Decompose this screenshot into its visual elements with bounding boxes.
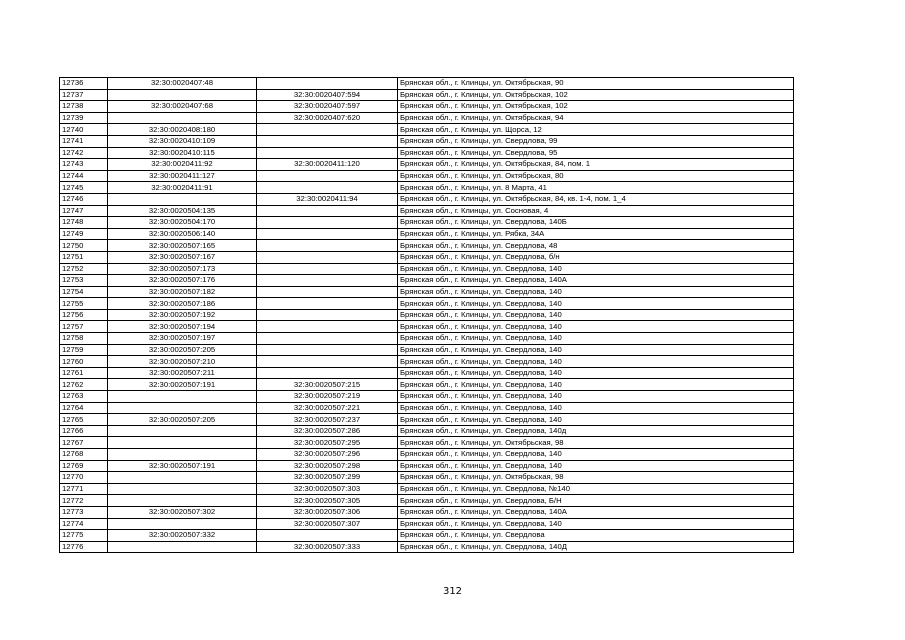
- row-number-cell: 12769: [60, 460, 108, 472]
- cadastral-number-cell: [108, 112, 257, 124]
- related-cadastral-number-cell: 32:30:0020507:298: [257, 460, 398, 472]
- address-cell: Брянская обл., г. Клинцы, ул. Свердлова, 140: [398, 379, 794, 391]
- related-cadastral-number-cell: [257, 182, 398, 194]
- table-row: [60, 240, 794, 252]
- table-row: [60, 170, 794, 182]
- row-number-cell: 12764: [60, 402, 108, 414]
- row-number-cell: 12774: [60, 518, 108, 530]
- table-row: [60, 518, 794, 530]
- table-row: [60, 460, 794, 472]
- related-cadastral-number-cell: 32:30:0020507:307: [257, 518, 398, 530]
- address-cell: Брянская обл., г. Клинцы, ул. Свердлова, Б/Н: [398, 495, 794, 507]
- related-cadastral-number-cell: [257, 170, 398, 182]
- address-cell: Брянская обл., г. Клинцы, ул. Свердлова, 140: [398, 414, 794, 426]
- cadastral-number-cell: 32:30:0020504:170: [108, 217, 257, 229]
- row-number-cell: 12760: [60, 356, 108, 368]
- table-row: [60, 425, 794, 437]
- table-row: [60, 78, 794, 90]
- row-number-cell: 12756: [60, 309, 108, 321]
- table-row: [60, 251, 794, 263]
- related-cadastral-number-cell: [257, 298, 398, 310]
- cadastral-number-cell: 32:30:0020507:302: [108, 506, 257, 518]
- row-number-cell: 12744: [60, 170, 108, 182]
- related-cadastral-number-cell: [257, 240, 398, 252]
- address-cell: Брянская обл., г. Клинцы, ул. Октябрьская, 80: [398, 170, 794, 182]
- related-cadastral-number-cell: 32:30:0020507:299: [257, 472, 398, 484]
- table-row: [60, 135, 794, 147]
- related-cadastral-number-cell: 32:30:0020507:296: [257, 449, 398, 461]
- address-cell: Брянская обл., г. Клинцы, ул. Октябрьская, 102: [398, 89, 794, 101]
- cadastral-number-cell: 32:30:0020410:115: [108, 147, 257, 159]
- cadastral-number-cell: 32:30:0020507:210: [108, 356, 257, 368]
- address-cell: Брянская обл., г. Клинцы, ул. Свердлова, 140: [398, 402, 794, 414]
- related-cadastral-number-cell: 32:30:0020507:303: [257, 483, 398, 495]
- address-cell: Брянская обл., г. Клинцы, ул. Свердлова, 140: [398, 309, 794, 321]
- related-cadastral-number-cell: 32:30:0020411:94: [257, 193, 398, 205]
- row-number-cell: 12741: [60, 135, 108, 147]
- table-row: [60, 124, 794, 136]
- address-cell: Брянская обл., г. Клинцы, ул. Свердлова: [398, 530, 794, 542]
- table-row: [60, 147, 794, 159]
- related-cadastral-number-cell: 32:30:0020507:295: [257, 437, 398, 449]
- address-cell: Брянская обл., г. Клинцы, ул. Октябрьская, 84, кв. 1-4, пом. 1_4: [398, 193, 794, 205]
- row-number-cell: 12767: [60, 437, 108, 449]
- row-number-cell: 12751: [60, 251, 108, 263]
- row-number-cell: 12752: [60, 263, 108, 275]
- row-number-cell: 12757: [60, 321, 108, 333]
- address-cell: Брянская обл., г. Клинцы, ул. Свердлова, 140Б: [398, 217, 794, 229]
- cadastral-number-cell: 32:30:0020507:176: [108, 275, 257, 287]
- table-row: [60, 472, 794, 484]
- related-cadastral-number-cell: [257, 286, 398, 298]
- cadastral-number-cell: 32:30:0020410:109: [108, 135, 257, 147]
- address-cell: Брянская обл., г. Клинцы, ул. Свердлова, 140: [398, 321, 794, 333]
- address-cell: Брянская обл., г. Клинцы, ул. Октябрьская, 98: [398, 437, 794, 449]
- related-cadastral-number-cell: [257, 124, 398, 136]
- cadastral-number-cell: 32:30:0020504:135: [108, 205, 257, 217]
- related-cadastral-number-cell: 32:30:0020507:237: [257, 414, 398, 426]
- address-cell: Брянская обл., г. Клинцы, ул. Свердлова, 140: [398, 449, 794, 461]
- table-row: [60, 89, 794, 101]
- address-cell: Брянская обл., г. Клинцы, ул. Свердлова, 140: [398, 298, 794, 310]
- table-row: [60, 344, 794, 356]
- cadastral-number-cell: [108, 449, 257, 461]
- related-cadastral-number-cell: 32:30:0020507:305: [257, 495, 398, 507]
- row-number-cell: 12736: [60, 78, 108, 90]
- related-cadastral-number-cell: 32:30:0020507:219: [257, 391, 398, 403]
- cadastral-number-cell: [108, 89, 257, 101]
- cadastral-number-cell: 32:30:0020507:186: [108, 298, 257, 310]
- cadastral-number-cell: [108, 472, 257, 484]
- related-cadastral-number-cell: [257, 135, 398, 147]
- cadastral-number-cell: 32:30:0020507:205: [108, 414, 257, 426]
- table-row: [60, 263, 794, 275]
- address-cell: Брянская обл., г. Клинцы, ул. Свердлова, 140: [398, 263, 794, 275]
- row-number-cell: 12754: [60, 286, 108, 298]
- related-cadastral-number-cell: [257, 228, 398, 240]
- table-row: [60, 437, 794, 449]
- row-number-cell: 12746: [60, 193, 108, 205]
- table-row: [60, 159, 794, 171]
- address-cell: Брянская обл., г. Клинцы, ул. Свердлова, 140: [398, 286, 794, 298]
- address-cell: Брянская обл., г. Клинцы, ул. Свердлова, 95: [398, 147, 794, 159]
- related-cadastral-number-cell: [257, 251, 398, 263]
- related-cadastral-number-cell: [257, 367, 398, 379]
- cadastral-number-cell: [108, 437, 257, 449]
- row-number-cell: 12750: [60, 240, 108, 252]
- address-cell: Брянская обл., г. Клинцы, ул. Октябрьская, 98: [398, 472, 794, 484]
- related-cadastral-number-cell: 32:30:0020411:120: [257, 159, 398, 171]
- table-row: [60, 483, 794, 495]
- related-cadastral-number-cell: [257, 78, 398, 90]
- address-cell: Брянская обл., г. Клинцы, ул. Свердлова, 48: [398, 240, 794, 252]
- address-cell: Брянская обл., г. Клинцы, ул. Свердлова, 140: [398, 391, 794, 403]
- related-cadastral-number-cell: 32:30:0020407:594: [257, 89, 398, 101]
- related-cadastral-number-cell: 32:30:0020507:221: [257, 402, 398, 414]
- cadastral-number-cell: 32:30:0020507:332: [108, 530, 257, 542]
- row-number-cell: 12762: [60, 379, 108, 391]
- cadastral-number-cell: 32:30:0020507:173: [108, 263, 257, 275]
- row-number-cell: 12738: [60, 101, 108, 113]
- row-number-cell: 12761: [60, 367, 108, 379]
- row-number-cell: 12745: [60, 182, 108, 194]
- table-row: [60, 541, 794, 553]
- page-number: 312: [442, 586, 463, 597]
- row-number-cell: 12768: [60, 449, 108, 461]
- address-cell: Брянская обл., г. Клинцы, ул. Свердлова, 140: [398, 356, 794, 368]
- row-number-cell: 12743: [60, 159, 108, 171]
- row-number-cell: 12759: [60, 344, 108, 356]
- address-cell: Брянская обл., г. Клинцы, ул. Щорса, 12: [398, 124, 794, 136]
- address-cell: Брянская обл., г. Клинцы, ул. Октябрьская, 102: [398, 101, 794, 113]
- address-cell: Брянская обл., г. Клинцы, ул. Свердлова, 140: [398, 460, 794, 472]
- related-cadastral-number-cell: 32:30:0020407:597: [257, 101, 398, 113]
- row-number-cell: 12742: [60, 147, 108, 159]
- cadastral-number-cell: [108, 391, 257, 403]
- table-body: [60, 78, 794, 553]
- row-number-cell: 12739: [60, 112, 108, 124]
- related-cadastral-number-cell: [257, 344, 398, 356]
- row-number-cell: 12775: [60, 530, 108, 542]
- row-number-cell: 12771: [60, 483, 108, 495]
- cadastral-number-cell: [108, 402, 257, 414]
- related-cadastral-number-cell: [257, 205, 398, 217]
- related-cadastral-number-cell: [257, 275, 398, 287]
- address-cell: Брянская обл., г. Клинцы, ул. Сосновая, 4: [398, 205, 794, 217]
- cadastral-number-cell: 32:30:0020506:140: [108, 228, 257, 240]
- related-cadastral-number-cell: [257, 147, 398, 159]
- table-row: [60, 228, 794, 240]
- cadastral-number-cell: 32:30:0020507:211: [108, 367, 257, 379]
- cadastral-number-cell: 32:30:0020507:165: [108, 240, 257, 252]
- table-row: [60, 391, 794, 403]
- row-number-cell: 12747: [60, 205, 108, 217]
- cadastral-table: [59, 77, 794, 553]
- table-row: [60, 309, 794, 321]
- cadastral-number-cell: [108, 193, 257, 205]
- table-row: [60, 367, 794, 379]
- row-number-cell: 12737: [60, 89, 108, 101]
- table-row: [60, 101, 794, 113]
- cadastral-number-cell: 32:30:0020507:182: [108, 286, 257, 298]
- row-number-cell: 12763: [60, 391, 108, 403]
- address-cell: Брянская обл., г. Клинцы, ул. Свердлова, 140д: [398, 425, 794, 437]
- table-row: [60, 356, 794, 368]
- row-number-cell: 12770: [60, 472, 108, 484]
- address-cell: Брянская обл., г. Клинцы, ул. Октябрьская, 90: [398, 78, 794, 90]
- cadastral-number-cell: [108, 495, 257, 507]
- cadastral-number-cell: 32:30:0020507:194: [108, 321, 257, 333]
- row-number-cell: 12765: [60, 414, 108, 426]
- related-cadastral-number-cell: 32:30:0020507:286: [257, 425, 398, 437]
- address-cell: Брянская обл., г. Клинцы, ул. Свердлова, 140: [398, 344, 794, 356]
- row-number-cell: 12773: [60, 506, 108, 518]
- row-number-cell: 12776: [60, 541, 108, 553]
- cadastral-number-cell: 32:30:0020507:191: [108, 379, 257, 391]
- cadastral-number-cell: [108, 425, 257, 437]
- row-number-cell: 12753: [60, 275, 108, 287]
- address-cell: Брянская обл., г. Клинцы, ул. Октябрьская, 84, пом. 1: [398, 159, 794, 171]
- address-cell: Брянская обл., г. Клинцы, ул. Свердлова, 140А: [398, 275, 794, 287]
- related-cadastral-number-cell: 32:30:0020507:333: [257, 541, 398, 553]
- related-cadastral-number-cell: [257, 356, 398, 368]
- row-number-cell: 12766: [60, 425, 108, 437]
- related-cadastral-number-cell: 32:30:0020507:306: [257, 506, 398, 518]
- table-row: [60, 333, 794, 345]
- table-row: [60, 402, 794, 414]
- table-row: [60, 275, 794, 287]
- cadastral-number-cell: 32:30:0020408:180: [108, 124, 257, 136]
- cadastral-number-cell: 32:30:0020407:48: [108, 78, 257, 90]
- address-cell: Брянская обл., г. Клинцы, ул. Свердлова, 140: [398, 333, 794, 345]
- related-cadastral-number-cell: 32:30:0020407:620: [257, 112, 398, 124]
- table-row: [60, 286, 794, 298]
- row-number-cell: 12740: [60, 124, 108, 136]
- table-row: [60, 495, 794, 507]
- address-cell: Брянская обл., г. Клинцы, ул. Свердлова, 140А: [398, 506, 794, 518]
- row-number-cell: 12749: [60, 228, 108, 240]
- related-cadastral-number-cell: [257, 263, 398, 275]
- table-row: [60, 449, 794, 461]
- cadastral-number-cell: [108, 541, 257, 553]
- table-row: [60, 205, 794, 217]
- table-row: [60, 321, 794, 333]
- address-cell: Брянская обл., г. Клинцы, ул. Октябрьская, 94: [398, 112, 794, 124]
- cadastral-number-cell: 32:30:0020507:167: [108, 251, 257, 263]
- cadastral-number-cell: 32:30:0020407:68: [108, 101, 257, 113]
- cadastral-number-cell: 32:30:0020507:205: [108, 344, 257, 356]
- address-cell: Брянская обл., г. Клинцы, ул. Свердлова, 140: [398, 367, 794, 379]
- table-row: [60, 379, 794, 391]
- cadastral-number-cell: 32:30:0020411:91: [108, 182, 257, 194]
- related-cadastral-number-cell: [257, 309, 398, 321]
- row-number-cell: 12755: [60, 298, 108, 310]
- related-cadastral-number-cell: [257, 333, 398, 345]
- table-row: [60, 506, 794, 518]
- table-row: [60, 530, 794, 542]
- row-number-cell: 12772: [60, 495, 108, 507]
- cadastral-number-cell: 32:30:0020411:127: [108, 170, 257, 182]
- address-cell: Брянская обл., г. Клинцы, ул. Свердлова, 140: [398, 518, 794, 530]
- table-row: [60, 193, 794, 205]
- table-row: [60, 182, 794, 194]
- row-number-cell: 12748: [60, 217, 108, 229]
- cadastral-number-cell: 32:30:0020411:92: [108, 159, 257, 171]
- table-row: [60, 414, 794, 426]
- address-cell: Брянская обл., г. Клинцы, ул. 8 Марта, 41: [398, 182, 794, 194]
- table-row: [60, 112, 794, 124]
- cadastral-number-cell: 32:30:0020507:191: [108, 460, 257, 472]
- address-cell: Брянская обл., г. Клинцы, ул. Свердлова, №140: [398, 483, 794, 495]
- cadastral-number-cell: [108, 518, 257, 530]
- cadastral-number-cell: 32:30:0020507:192: [108, 309, 257, 321]
- address-cell: Брянская обл., г. Клинцы, ул. Свердлова, 99: [398, 135, 794, 147]
- table-row: [60, 217, 794, 229]
- related-cadastral-number-cell: [257, 321, 398, 333]
- cadastral-number-cell: 32:30:0020507:197: [108, 333, 257, 345]
- address-cell: Брянская обл., г. Клинцы, ул. Свердлова, б/н: [398, 251, 794, 263]
- related-cadastral-number-cell: 32:30:0020507:215: [257, 379, 398, 391]
- row-number-cell: 12758: [60, 333, 108, 345]
- related-cadastral-number-cell: [257, 530, 398, 542]
- address-cell: Брянская обл., г. Клинцы, ул. Рябка, 34А: [398, 228, 794, 240]
- table-row: [60, 298, 794, 310]
- related-cadastral-number-cell: [257, 217, 398, 229]
- address-cell: Брянская обл., г. Клинцы, ул. Свердлова, 140Д: [398, 541, 794, 553]
- cadastral-number-cell: [108, 483, 257, 495]
